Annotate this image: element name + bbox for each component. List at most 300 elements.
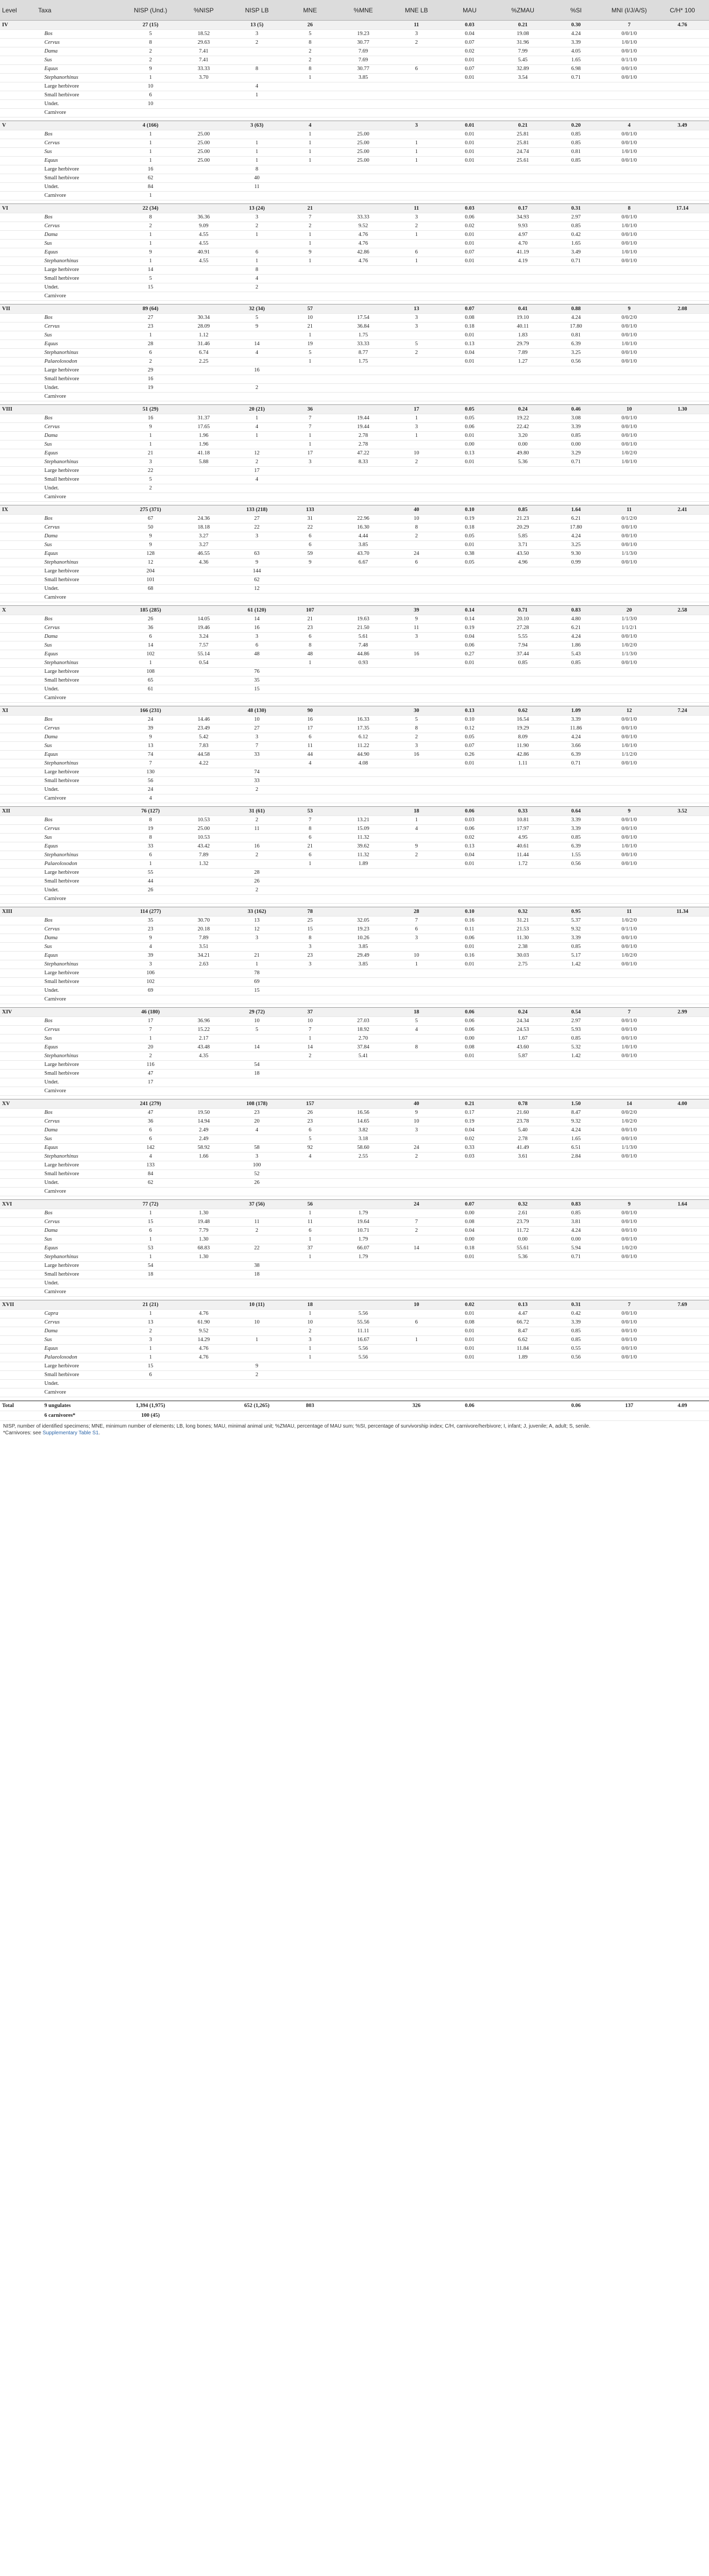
- value-cell: [230, 834, 283, 842]
- value-cell: [496, 1388, 549, 1397]
- value-cell: 43.70: [336, 550, 390, 558]
- value-cell: [177, 165, 230, 174]
- value-cell: 19: [283, 340, 336, 349]
- level-cell: [0, 1109, 36, 1117]
- value-cell: 0.00: [496, 440, 549, 449]
- value-cell: [390, 794, 443, 803]
- value-cell: 6: [230, 641, 283, 650]
- value-cell: 78: [283, 907, 336, 917]
- value-cell: [602, 292, 655, 301]
- spacer-row: [0, 502, 709, 505]
- value-cell: [230, 393, 283, 401]
- value-cell: 32.89: [496, 65, 549, 74]
- value-cell: 4: [602, 121, 655, 130]
- value-cell: 0/0/1/0: [602, 257, 655, 266]
- value-cell: [656, 314, 709, 323]
- value-cell: 1: [283, 231, 336, 240]
- level-cell: [0, 283, 36, 292]
- taxa-cell: Bos: [36, 615, 124, 624]
- value-cell: [177, 1288, 230, 1297]
- value-cell: [283, 978, 336, 987]
- value-cell: [656, 1109, 709, 1117]
- value-cell: 20.18: [177, 925, 230, 934]
- level-cell: [0, 1170, 36, 1179]
- value-cell: 4.70: [496, 240, 549, 248]
- table-row: [0, 869, 709, 877]
- level-cell: [0, 423, 36, 432]
- value-cell: 9: [124, 65, 177, 74]
- value-cell: [656, 594, 709, 602]
- value-cell: 7: [283, 414, 336, 423]
- value-cell: [390, 384, 443, 393]
- value-cell: [390, 777, 443, 786]
- value-cell: [390, 476, 443, 484]
- taxa-cell: [36, 204, 124, 213]
- value-cell: 6.39: [549, 340, 602, 349]
- value-cell: 3: [390, 121, 443, 130]
- value-cell: [496, 1188, 549, 1196]
- value-cell: 9.93: [496, 222, 549, 231]
- value-cell: 7.79: [177, 1227, 230, 1235]
- value-cell: [283, 467, 336, 476]
- value-cell: [177, 1078, 230, 1087]
- value-cell: 61.90: [177, 1318, 230, 1327]
- value-cell: 6: [283, 1227, 336, 1235]
- level-row: [0, 1008, 709, 1017]
- value-cell: [443, 694, 496, 703]
- value-cell: [390, 292, 443, 301]
- carnivore-note: [3, 1430, 706, 1436]
- value-cell: 0.02: [443, 47, 496, 56]
- value-cell: 0/0/1/0: [602, 1135, 655, 1144]
- level-cell: [0, 231, 36, 240]
- value-cell: 10: [390, 952, 443, 960]
- value-cell: [177, 886, 230, 895]
- value-cell: 17: [124, 1017, 177, 1026]
- value-cell: [230, 1135, 283, 1144]
- value-cell: 26: [124, 886, 177, 895]
- value-cell: 5.40: [496, 1126, 549, 1135]
- value-cell: 0.04: [443, 1126, 496, 1135]
- value-cell: 0.54: [177, 659, 230, 668]
- value-cell: 0.00: [549, 1235, 602, 1244]
- value-cell: [124, 1380, 177, 1388]
- level-cell: [0, 366, 36, 375]
- column-header: NISP (Und.): [124, 0, 177, 21]
- value-cell: 5: [283, 349, 336, 358]
- value-cell: 0.85: [549, 432, 602, 440]
- table-row: [0, 1135, 709, 1144]
- value-cell: [656, 148, 709, 157]
- value-cell: 3.52: [656, 807, 709, 816]
- value-cell: 1: [230, 157, 283, 165]
- value-cell: [230, 331, 283, 340]
- value-cell: 0.81: [549, 331, 602, 340]
- supplementary-table-link[interactable]: Supplementary Table S1: [42, 1430, 99, 1436]
- value-cell: 10: [390, 1117, 443, 1126]
- value-cell: [177, 1380, 230, 1388]
- value-cell: 3: [230, 934, 283, 943]
- taxa-cell: [36, 706, 124, 716]
- column-header: C/H* 100: [656, 0, 709, 21]
- value-cell: [602, 978, 655, 987]
- value-cell: [390, 886, 443, 895]
- value-cell: [443, 676, 496, 685]
- value-cell: 41.18: [177, 449, 230, 458]
- value-cell: 2: [230, 222, 283, 231]
- table-row: [0, 1026, 709, 1035]
- value-cell: 0/0/2/0: [602, 314, 655, 323]
- value-cell: [283, 275, 336, 283]
- value-cell: 5: [124, 30, 177, 39]
- value-cell: 1: [283, 157, 336, 165]
- value-cell: 100: [230, 1161, 283, 1170]
- value-cell: 4.24: [549, 532, 602, 541]
- value-cell: 25.00: [177, 130, 230, 139]
- value-cell: [230, 100, 283, 109]
- level-cell: [0, 331, 36, 340]
- value-cell: 66.07: [336, 1244, 390, 1253]
- value-cell: [177, 283, 230, 292]
- value-cell: 3.71: [496, 541, 549, 550]
- level-cell: [0, 1126, 36, 1135]
- spacer-row: [0, 904, 709, 907]
- level-row: [0, 1099, 709, 1109]
- value-cell: [283, 969, 336, 978]
- value-cell: [656, 1353, 709, 1362]
- taxa-cell: Bos: [36, 314, 124, 323]
- table-row: [0, 1070, 709, 1078]
- value-cell: [602, 1270, 655, 1279]
- value-cell: 33 (162): [230, 907, 283, 917]
- value-cell: [124, 1279, 177, 1288]
- value-cell: 2: [124, 56, 177, 65]
- value-cell: 0.00: [549, 440, 602, 449]
- value-cell: [656, 650, 709, 659]
- value-cell: 21.50: [336, 624, 390, 633]
- table-row: [0, 1380, 709, 1388]
- level-cell: [0, 851, 36, 860]
- value-cell: 1/0/1/0: [602, 248, 655, 257]
- value-cell: 23: [283, 952, 336, 960]
- value-cell: 4: [124, 794, 177, 803]
- value-cell: [230, 1078, 283, 1087]
- value-cell: 3.24: [177, 633, 230, 641]
- value-cell: 0.00: [443, 1035, 496, 1043]
- value-cell: 5.55: [496, 633, 549, 641]
- value-cell: [336, 1262, 390, 1270]
- value-cell: 1.79: [336, 1235, 390, 1244]
- spacer-cell: [0, 401, 709, 405]
- value-cell: 0.02: [443, 834, 496, 842]
- table-row: [0, 995, 709, 1004]
- table-row: [0, 467, 709, 476]
- value-cell: 1,394 (1,975): [124, 1401, 177, 1411]
- value-cell: [443, 576, 496, 585]
- value-cell: 3: [230, 213, 283, 222]
- value-cell: 7: [390, 1218, 443, 1227]
- value-cell: 46 (180): [124, 1008, 177, 1017]
- value-cell: 11.86: [549, 724, 602, 733]
- value-cell: [496, 895, 549, 904]
- value-cell: [390, 1270, 443, 1279]
- value-cell: [496, 1078, 549, 1087]
- level-cell: [0, 1345, 36, 1353]
- value-cell: 102: [124, 650, 177, 659]
- value-cell: 21: [283, 204, 336, 213]
- value-cell: [602, 877, 655, 886]
- level-cell: [0, 641, 36, 650]
- value-cell: 4.76: [177, 1310, 230, 1318]
- value-cell: [443, 82, 496, 91]
- value-cell: [656, 943, 709, 952]
- taxa-cell: Dama: [36, 432, 124, 440]
- value-cell: [177, 1008, 230, 1017]
- level-cell: [0, 1411, 36, 1421]
- value-cell: 1.32: [177, 860, 230, 869]
- value-cell: 3.39: [549, 825, 602, 834]
- value-cell: 29: [124, 366, 177, 375]
- value-cell: [602, 283, 655, 292]
- value-cell: [496, 467, 549, 476]
- table-row: [0, 331, 709, 340]
- column-header: NISP LB: [230, 0, 283, 21]
- abbreviation-note: NISP, number of identified specimens; MNE, minimum number of elements; LB, long bones; MAU, minimal animal unit; %ZMAU, percentage of MAU sum; %SI, percentage of survivorship index; C/H, carnivore/herbivore; I, infant; J, juvenile; A, adult; S, senile.: [3, 1423, 590, 1429]
- value-cell: 0/0/1/0: [602, 1218, 655, 1227]
- value-cell: 25: [283, 917, 336, 925]
- value-cell: 1.83: [496, 331, 549, 340]
- value-cell: 27: [124, 314, 177, 323]
- value-cell: 1: [283, 139, 336, 148]
- value-cell: 0.32: [496, 907, 549, 917]
- value-cell: 1: [283, 860, 336, 869]
- value-cell: 68.83: [177, 1244, 230, 1253]
- value-cell: 0/0/1/0: [602, 130, 655, 139]
- value-cell: 5.32: [549, 1043, 602, 1052]
- value-cell: 0.06: [443, 423, 496, 432]
- value-cell: [443, 1188, 496, 1196]
- value-cell: 6: [283, 851, 336, 860]
- value-cell: 4.44: [336, 532, 390, 541]
- value-cell: 8.47: [549, 1109, 602, 1117]
- value-cell: 16: [124, 375, 177, 384]
- value-cell: [390, 484, 443, 493]
- value-cell: 0.88: [549, 304, 602, 314]
- value-cell: 8: [124, 816, 177, 825]
- taxa-cell: Bos: [36, 30, 124, 39]
- value-cell: 7.69: [336, 56, 390, 65]
- taxa-cell: Small herbivore: [36, 91, 124, 100]
- value-cell: 31.37: [177, 414, 230, 423]
- value-cell: 20.29: [496, 523, 549, 532]
- taxa-cell: Bos: [36, 1109, 124, 1117]
- value-cell: [336, 585, 390, 594]
- value-cell: 7: [390, 917, 443, 925]
- value-cell: [230, 493, 283, 502]
- table-row: [0, 1288, 709, 1297]
- level-cell: X: [0, 606, 36, 615]
- value-cell: 16: [230, 366, 283, 375]
- column-header: %NISP: [177, 0, 230, 21]
- value-cell: 1: [283, 1345, 336, 1353]
- value-cell: 18.18: [177, 523, 230, 532]
- value-cell: [656, 458, 709, 467]
- value-cell: [177, 1300, 230, 1310]
- value-cell: 12: [602, 706, 655, 716]
- value-cell: 0.13: [443, 706, 496, 716]
- value-cell: 3.49: [656, 121, 709, 130]
- value-cell: 23.49: [177, 724, 230, 733]
- value-cell: [336, 21, 390, 30]
- value-cell: 0.71: [549, 759, 602, 768]
- value-cell: 0.08: [443, 314, 496, 323]
- value-cell: 23.78: [496, 1117, 549, 1126]
- value-cell: 25.00: [177, 139, 230, 148]
- level-cell: [0, 157, 36, 165]
- value-cell: 1/1/2/1: [602, 624, 655, 633]
- value-cell: [602, 676, 655, 685]
- value-cell: 57: [283, 304, 336, 314]
- level-row: [0, 304, 709, 314]
- value-cell: 108 (178): [230, 1099, 283, 1109]
- value-cell: 3: [230, 532, 283, 541]
- value-cell: [336, 685, 390, 694]
- total-row: [0, 1401, 709, 1411]
- value-cell: 11: [602, 505, 655, 515]
- value-cell: 0.01: [443, 860, 496, 869]
- value-cell: [443, 1279, 496, 1288]
- table-row: [0, 174, 709, 183]
- value-cell: [336, 706, 390, 716]
- value-cell: [443, 1380, 496, 1388]
- value-cell: 0/0/1/0: [602, 1209, 655, 1218]
- value-cell: 8.09: [496, 733, 549, 742]
- value-cell: 0/0/1/0: [602, 1318, 655, 1327]
- value-cell: 0.05: [443, 733, 496, 742]
- table-row: [0, 56, 709, 65]
- value-cell: [177, 907, 230, 917]
- value-cell: [177, 476, 230, 484]
- value-cell: 30.03: [496, 952, 549, 960]
- value-cell: 26: [230, 877, 283, 886]
- level-cell: [0, 165, 36, 174]
- value-cell: 3.81: [549, 1218, 602, 1227]
- level-cell: [0, 47, 36, 56]
- value-cell: [496, 1270, 549, 1279]
- level-cell: [0, 109, 36, 117]
- value-cell: 1/0/1/0: [602, 1043, 655, 1052]
- table-row: [0, 139, 709, 148]
- level-cell: [0, 895, 36, 904]
- value-cell: 2: [283, 1327, 336, 1336]
- value-cell: 1: [230, 91, 283, 100]
- value-cell: 27.28: [496, 624, 549, 633]
- value-cell: [656, 340, 709, 349]
- table-row: [0, 751, 709, 759]
- level-cell: [0, 1388, 36, 1397]
- value-cell: 2: [283, 1052, 336, 1061]
- value-cell: [336, 174, 390, 183]
- level-cell: [0, 1279, 36, 1288]
- value-cell: 0.06: [443, 825, 496, 834]
- taxa-cell: [36, 807, 124, 816]
- taxa-cell: Large herbivore: [36, 1161, 124, 1170]
- value-cell: [390, 1388, 443, 1397]
- value-cell: 0/0/1/0: [602, 74, 655, 82]
- table-row: [0, 1188, 709, 1196]
- value-cell: 31 (61): [230, 807, 283, 816]
- value-cell: [602, 768, 655, 777]
- value-cell: 2: [124, 1052, 177, 1061]
- value-cell: 39: [390, 606, 443, 615]
- taxa-cell: Cervus: [36, 925, 124, 934]
- taxa-cell: Carnivore: [36, 794, 124, 803]
- value-cell: [336, 895, 390, 904]
- value-cell: 2: [283, 56, 336, 65]
- value-cell: [336, 165, 390, 174]
- level-cell: [0, 222, 36, 231]
- value-cell: 0.10: [443, 907, 496, 917]
- level-cell: [0, 1061, 36, 1070]
- value-cell: 34.21: [177, 952, 230, 960]
- value-cell: [177, 505, 230, 515]
- value-cell: [656, 550, 709, 558]
- taxa-cell: [36, 405, 124, 414]
- value-cell: 2: [390, 349, 443, 358]
- value-cell: [336, 1061, 390, 1070]
- value-cell: [390, 109, 443, 117]
- level-cell: [0, 659, 36, 668]
- value-cell: [549, 1061, 602, 1070]
- value-cell: 0.06: [443, 1026, 496, 1035]
- level-cell: [0, 550, 36, 558]
- level-cell: [0, 650, 36, 659]
- value-cell: 0.01: [443, 943, 496, 952]
- spacer-row: [0, 1196, 709, 1200]
- table-row: [0, 384, 709, 393]
- spacer-cell: [0, 904, 709, 907]
- value-cell: 36.96: [177, 1017, 230, 1026]
- value-cell: 5: [390, 340, 443, 349]
- value-cell: 30.77: [336, 65, 390, 74]
- value-cell: [656, 825, 709, 834]
- level-cell: [0, 1188, 36, 1196]
- value-cell: [496, 1170, 549, 1179]
- table-row: [0, 493, 709, 502]
- level-cell: V: [0, 121, 36, 130]
- value-cell: 27 (15): [124, 21, 177, 30]
- value-cell: 0/0/1/0: [602, 358, 655, 366]
- value-cell: 275 (371): [124, 505, 177, 515]
- value-cell: 0.01: [443, 1336, 496, 1345]
- value-cell: 0/0/1/0: [602, 532, 655, 541]
- value-cell: [443, 685, 496, 694]
- value-cell: [336, 1288, 390, 1297]
- value-cell: 9: [602, 807, 655, 816]
- value-cell: 0.19: [443, 1117, 496, 1126]
- taxa-cell: Equus: [36, 449, 124, 458]
- value-cell: 84: [124, 1170, 177, 1179]
- value-cell: [336, 1188, 390, 1196]
- value-cell: 3.61: [496, 1153, 549, 1161]
- level-cell: [0, 1078, 36, 1087]
- taxa-cell: [36, 21, 124, 30]
- value-cell: 17.65: [177, 423, 230, 432]
- value-cell: 11: [283, 1218, 336, 1227]
- level-cell: [0, 449, 36, 458]
- value-cell: [390, 174, 443, 183]
- value-cell: 0.02: [443, 222, 496, 231]
